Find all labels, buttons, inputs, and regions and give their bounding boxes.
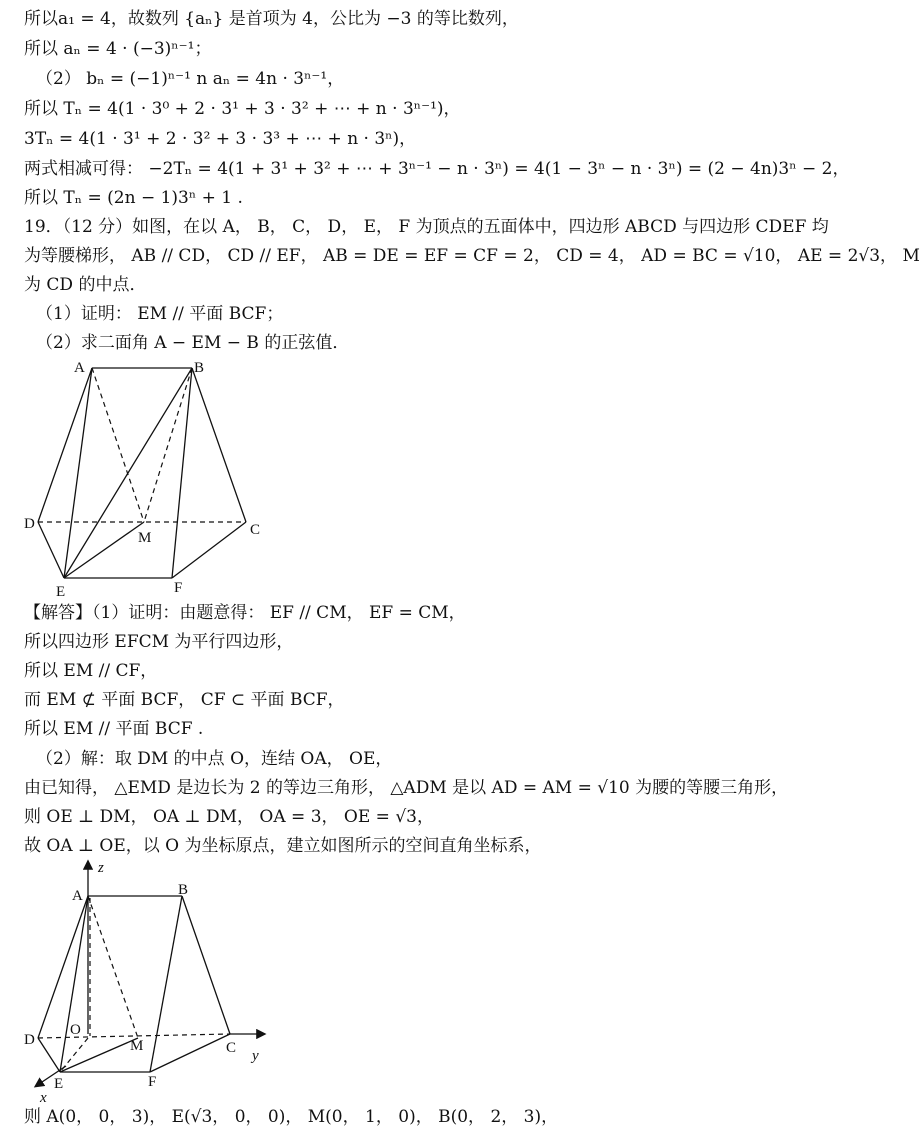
solution-line-5: 3Tₙ = 4(1 · 3¹ + 2 · 3² + 3 · 3³ + ⋯ + n · 3ⁿ)， bbox=[24, 129, 417, 149]
segment-em bbox=[60, 1038, 138, 1072]
solution-line-6: 两式相减可得： −2Tₙ = 4(1 + 3¹ + 3² + ⋯ + 3ⁿ⁻¹ − n · 3ⁿ) = 4(1 − 3ⁿ − n · 3ⁿ) = (2 − 4n)3ⁿ − 2， bbox=[24, 159, 850, 179]
solution-line-7: 所以 Tₙ = (2n − 1)3ⁿ + 1 . bbox=[24, 188, 243, 208]
answer-line-6: （2）解：取 DM 的中点 O，连结 OA， OE， bbox=[36, 749, 393, 769]
vertex-label-m: M bbox=[138, 530, 152, 546]
edge-de bbox=[38, 522, 64, 578]
edge-ad bbox=[38, 368, 92, 522]
axis-label-z: z bbox=[98, 860, 104, 876]
axis-label-x: x bbox=[40, 1090, 47, 1106]
solution-line-3: （2） bₙ = (−1)ⁿ⁻¹ n aₙ = 4n · 3ⁿ⁻¹， bbox=[36, 69, 345, 89]
answer-line-7: 由已知得， △EMD 是边长为 2 的等边三角形， △ADM 是以 AD = AM = √10 为腰的等腰三角形， bbox=[24, 778, 789, 798]
problem-19-line-3: 为 CD 的中点． bbox=[24, 275, 147, 295]
vertex-label-e: E bbox=[54, 1076, 64, 1092]
edge-ad bbox=[38, 896, 88, 1038]
vertex-label-b: B bbox=[194, 360, 205, 376]
vertex-label-m: M bbox=[130, 1038, 144, 1054]
answer-line-1: 【解答】（1）证明：由题意得： EF // CM， EF = CM， bbox=[24, 603, 466, 623]
vertex-label-d: D bbox=[24, 516, 35, 532]
answer-line-9: 故 OA ⊥ OE，以 O 为坐标原点，建立如图所示的空间直角坐标系， bbox=[24, 836, 542, 856]
pentahedron-figure bbox=[20, 356, 280, 600]
edge-fc bbox=[150, 1034, 230, 1072]
vertex-label-e: E bbox=[56, 584, 66, 600]
vertex-label-a: A bbox=[72, 888, 83, 904]
hidden-segment-am bbox=[92, 368, 144, 522]
vertex-label-o: O bbox=[70, 1022, 81, 1038]
vertex-label-f: F bbox=[174, 580, 183, 596]
vertex-label-b: B bbox=[178, 882, 189, 898]
edge-bc bbox=[192, 368, 246, 522]
solution-line-2: 所以 aₙ = 4 · (−3)ⁿ⁻¹； bbox=[24, 39, 212, 59]
coordinate-system-figure bbox=[20, 858, 280, 1104]
coordinates-line: 则 A(0， 0， 3)， E(√3， 0， 0)， M(0， 1， 0)， B(0， 2， 3)， bbox=[24, 1107, 559, 1127]
answer-line-3: 所以 EM // CF， bbox=[24, 661, 158, 681]
solution-line-4: 所以 Tₙ = 4(1 · 3⁰ + 2 · 3¹ + 3 · 3² + ⋯ + n · 3ⁿ⁻¹)， bbox=[24, 99, 461, 119]
edge-ae bbox=[60, 896, 88, 1072]
axis-label-y: y bbox=[252, 1048, 259, 1064]
edge-bc bbox=[182, 896, 230, 1034]
vertex-label-c: C bbox=[250, 522, 261, 538]
edge-de bbox=[38, 1038, 60, 1072]
vertex-label-d: D bbox=[24, 1032, 35, 1048]
problem-19-part-2: （2）求二面角 A − EM − B 的正弦值． bbox=[36, 333, 350, 353]
problem-19-line-1: 19．（12 分）如图，在以 A， B， C， D， E， F 为顶点的五面体中，四边形 ABCD 与四边形 CDEF 均 bbox=[24, 217, 829, 237]
edge-ae bbox=[64, 368, 92, 578]
answer-line-4: 而 EM ⊄ 平面 BCF， CF ⊂ 平面 BCF， bbox=[24, 690, 345, 710]
answer-line-8: 则 OE ⊥ DM， OA ⊥ DM， OA = 3， OE = √3， bbox=[24, 807, 434, 827]
vertex-label-f: F bbox=[148, 1074, 157, 1090]
edge-fc bbox=[172, 522, 246, 578]
vertex-label-c: C bbox=[226, 1040, 237, 1056]
edge-bf bbox=[172, 368, 192, 578]
problem-19-line-2: 为等腰梯形， AB // CD， CD // EF， AB = DE = EF = CF = 2， CD = 4， AD = BC = √10， AE = 2√3， M bbox=[24, 246, 920, 266]
answer-line-5: 所以 EM // 平面 BCF . bbox=[24, 719, 204, 739]
answer-line-2: 所以四边形 EFCM 为平行四边形， bbox=[24, 632, 294, 652]
hidden-segment-am bbox=[88, 896, 138, 1038]
problem-19-part-1: （1）证明： EM // 平面 BCF； bbox=[36, 304, 284, 324]
vertex-label-a: A bbox=[74, 360, 85, 376]
solution-line-1: 所以a₁ = 4，故数列 {aₙ} 是首项为 4，公比为 −3 的等比数列， bbox=[24, 9, 519, 29]
edge-bf bbox=[150, 896, 182, 1072]
segment-em bbox=[64, 522, 144, 578]
